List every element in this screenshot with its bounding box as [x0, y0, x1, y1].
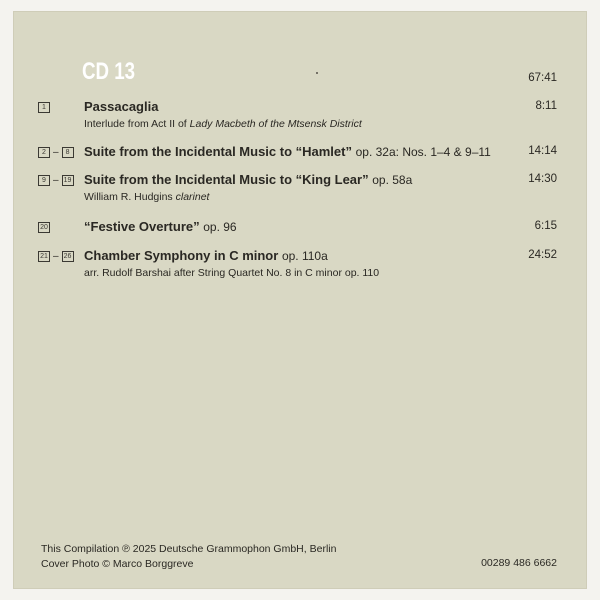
photo-credit: Cover Photo © Marco Borggreve	[41, 558, 194, 570]
compilation-credit: This Compilation ℗ 2025 Deutsche Grammophon GmbH, Berlin	[41, 543, 337, 555]
track-number-box: 2	[38, 147, 50, 158]
track-number-box: 1	[38, 102, 50, 113]
track-number	[38, 222, 50, 233]
track-number	[38, 175, 74, 186]
track-duration: 14:14	[528, 145, 557, 157]
track-number-box: 8	[62, 147, 74, 158]
track-number-box: 9	[38, 175, 50, 186]
track-subtitle	[84, 267, 379, 279]
track-number-box: 21	[38, 251, 50, 262]
track-duration: 6:15	[534, 220, 557, 232]
track-duration: 8:11	[535, 100, 557, 112]
credits	[41, 542, 336, 572]
track-number-box: 20	[38, 222, 50, 233]
track-number-box: 26	[62, 251, 74, 262]
track-number-box: 19	[62, 175, 74, 186]
track-title-text: “Festive Overture”	[84, 219, 200, 234]
track-title-text: Chamber Symphony in C minor	[84, 248, 279, 263]
range-dash: –	[53, 175, 59, 186]
catalog-number: 00289 486 6662	[481, 557, 557, 569]
track-opus: op. 58a	[372, 173, 413, 187]
subtitle-italic: clarinet	[175, 191, 210, 203]
subtitle-text: Interlude from Act II of	[84, 118, 190, 130]
range-dash: –	[53, 147, 59, 158]
cd-title: CD 13	[82, 58, 136, 85]
track-title	[84, 144, 491, 159]
track-opus: op. 32a: Nos. 1–4 & 9–11	[355, 145, 491, 159]
track-title-text: Suite from the Incidental Music to “King Lear”	[84, 172, 369, 187]
range-dash: –	[53, 251, 59, 262]
track-duration: 24:52	[528, 249, 557, 261]
track-opus: op. 110a	[281, 249, 328, 263]
subtitle-text: William R. Hudgins	[84, 191, 176, 203]
track-number	[38, 102, 50, 113]
track-title	[84, 99, 158, 114]
track-number	[38, 251, 74, 262]
track-title	[84, 248, 328, 263]
track-title	[84, 219, 237, 234]
track-subtitle	[84, 191, 209, 203]
booklet-page	[14, 12, 586, 588]
track-subtitle	[84, 118, 362, 130]
track-title-text: Passacaglia	[84, 99, 159, 114]
subtitle-italic: Lady Macbeth of the Mtsensk District	[189, 118, 362, 130]
track-title-text: Suite from the Incidental Music to “Hamlet”	[84, 144, 352, 159]
track-number	[38, 147, 74, 158]
subtitle-text: arr. Rudolf Barshai after String Quartet No. 8 in C minor op. 110	[84, 267, 380, 279]
total-duration: 67:41	[528, 72, 557, 84]
track-title	[84, 172, 412, 187]
track-duration: 14:30	[528, 173, 557, 185]
track-opus: op. 96	[203, 220, 237, 234]
decorative-dot	[316, 72, 318, 74]
